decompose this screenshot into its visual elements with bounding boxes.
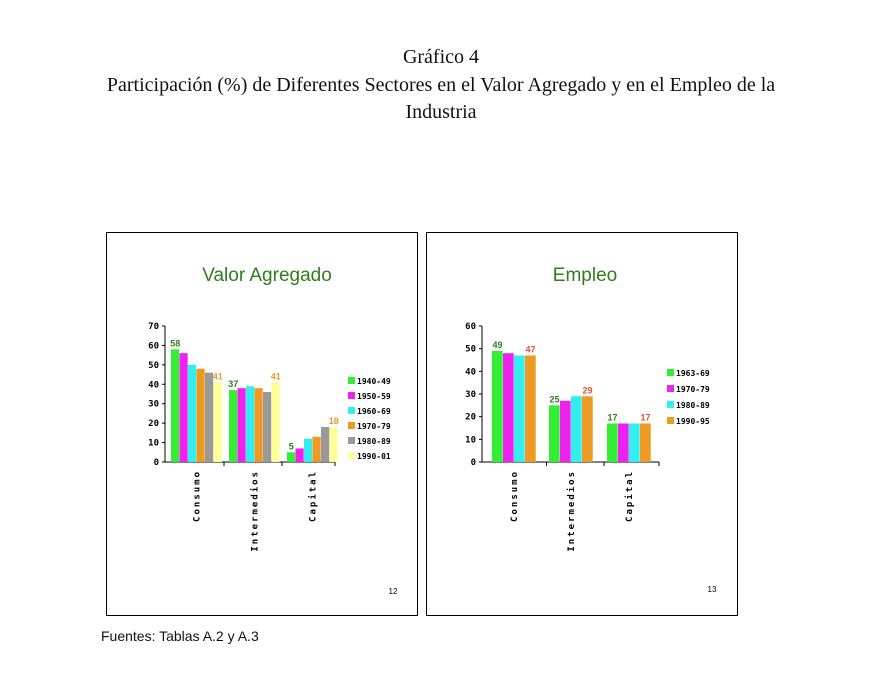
data-label: 58 (170, 338, 181, 349)
bar-1950-59-capital (296, 448, 304, 462)
figure-number: Gráfico 4 (402, 46, 480, 68)
data-label: 17 (640, 412, 651, 423)
legend-label-1970-79: 1970-79 (357, 422, 391, 431)
bar-1940-49-intermedios (229, 390, 237, 462)
bar-1990-01-intermedios (272, 382, 280, 462)
y-tick-label: 60 (148, 341, 159, 352)
bar-1963-69-consumo (492, 351, 503, 462)
data-label: 47 (525, 344, 536, 355)
figure-title: Participación (%) de Diferentes Sectores en el Valor Agregado y en el Empleo de la (106, 74, 776, 96)
bar-1980-89-intermedios (571, 396, 582, 462)
bar-1960-69-intermedios (246, 386, 254, 462)
bar-1980-89-capital (629, 423, 640, 462)
bar-1950-59-consumo (180, 353, 188, 462)
bar-1970-79-consumo (503, 353, 514, 462)
bar-1980-89-intermedios (263, 392, 271, 462)
data-label: 49 (492, 339, 503, 350)
bar-1990-95-capital (640, 423, 651, 462)
y-tick-label: 20 (148, 419, 159, 430)
data-label: 17 (607, 412, 618, 423)
legend-swatch-1963-69 (667, 369, 674, 376)
y-tick-label: 10 (465, 435, 476, 446)
legend-label-1960-69: 1960-69 (357, 407, 391, 416)
y-tick-label: 20 (465, 412, 476, 423)
bar-1970-79-intermedios (255, 388, 263, 462)
figure-title-continued: Industria (405, 101, 477, 123)
bar-1980-89-consumo (514, 355, 525, 462)
legend-label-1980-89: 1980-89 (676, 401, 710, 410)
y-tick-label: 10 (148, 438, 159, 449)
legend-swatch-1990-95 (667, 417, 674, 424)
legend-label-1970-79: 1970-79 (676, 385, 710, 394)
valor-agregado-chart-panel (106, 232, 418, 616)
y-tick-label: 0 (470, 458, 476, 468)
bar-1990-95-intermedios (582, 396, 593, 462)
category-label-capital: Capital (308, 470, 319, 522)
y-tick-label: 40 (148, 380, 159, 391)
y-tick-label: 60 (465, 322, 476, 332)
bar-1970-79-capital (313, 437, 321, 462)
y-tick-label: 50 (148, 360, 159, 371)
legend-swatch-1980-89 (348, 437, 355, 444)
bar-1963-69-capital (607, 423, 618, 462)
legend-label-1963-69: 1963-69 (676, 369, 710, 378)
category-label-intermedios: Intermedios (250, 470, 261, 552)
valor-agregado-chart (107, 233, 417, 615)
category-label-consumo: Consumo (192, 470, 203, 522)
legend-swatch-1970-79 (348, 422, 355, 429)
bar-1940-49-consumo (171, 349, 179, 462)
data-label: 18 (328, 416, 339, 427)
legend-label-1940-49: 1940-49 (357, 377, 391, 386)
y-tick-label: 50 (465, 344, 476, 355)
bar-1990-01-capital (330, 427, 338, 462)
bar-1950-59-intermedios (238, 388, 246, 462)
bar-1990-01-consumo (214, 382, 222, 462)
bar-1990-95-consumo (525, 355, 536, 462)
bar-1970-79-consumo (197, 369, 205, 462)
legend-swatch-1980-89 (667, 401, 674, 408)
bar-1970-79-intermedios (560, 401, 571, 462)
category-label-consumo: Consumo (510, 470, 520, 522)
legend-swatch-1950-59 (348, 392, 355, 399)
legend-label-1950-59: 1950-59 (357, 392, 391, 401)
empleo-chart (427, 233, 737, 615)
legend-label-1990-95: 1990-95 (676, 417, 710, 426)
data-label: 37 (228, 379, 239, 390)
bar-1980-89-consumo (205, 373, 213, 462)
y-tick-label: 30 (465, 390, 476, 400)
chart-title: Empleo (552, 265, 618, 286)
legend-swatch-1970-79 (667, 385, 674, 392)
sources-note: Fuentes: Tablas A.2 y A.3 (101, 628, 259, 644)
y-tick-label: 40 (465, 367, 476, 378)
page-number: 13 (707, 585, 717, 594)
y-tick-label: 0 (153, 458, 159, 468)
page-number: 12 (388, 587, 398, 596)
legend-label-1980-89: 1980-89 (357, 437, 391, 446)
y-tick-label: 70 (148, 322, 159, 332)
bar-1960-69-consumo (188, 365, 196, 462)
bar-1970-79-capital (618, 423, 629, 462)
bar-1940-49-capital (287, 452, 295, 462)
chart-title: Valor Agregado (202, 265, 332, 286)
legend-swatch-1940-49 (348, 377, 355, 384)
category-label-intermedios: Intermedios (567, 470, 577, 552)
y-tick-label: 30 (148, 399, 159, 410)
data-label: 25 (549, 394, 560, 405)
legend-swatch-1960-69 (348, 407, 355, 414)
legend-label-1990-01: 1990-01 (357, 452, 391, 461)
data-label: 29 (582, 385, 593, 396)
bar-1960-69-capital (304, 439, 312, 462)
legend-swatch-1990-01 (348, 452, 355, 459)
empleo-chart-panel (426, 232, 738, 616)
bar-1980-89-capital (321, 427, 329, 462)
data-label: 41 (212, 371, 223, 382)
bar-1963-69-intermedios (549, 405, 560, 462)
category-label-capital: Capital (625, 470, 635, 522)
data-label: 5 (288, 441, 294, 452)
data-label: 41 (270, 371, 281, 382)
